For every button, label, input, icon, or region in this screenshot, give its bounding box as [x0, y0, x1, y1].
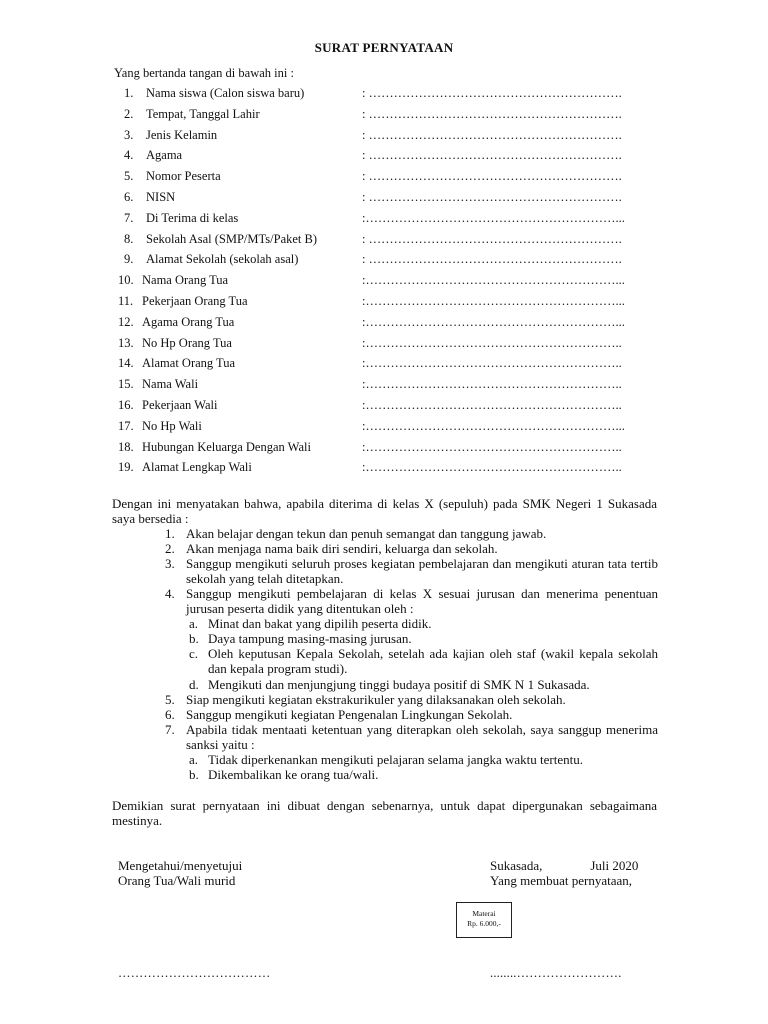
field-number: 4. — [124, 148, 134, 162]
field-number: 14. — [118, 356, 134, 370]
field-label: No Hp Orang Tua — [142, 336, 232, 350]
parent-signature-line: ……………………………… — [118, 966, 271, 980]
item-letter: a. — [189, 616, 199, 631]
field-blank: :……………………………………………………... — [362, 294, 625, 308]
field-blank: :…………………………………………………….. — [362, 398, 622, 412]
field-number: 5. — [124, 169, 134, 183]
field-blank: : ……………………………………………………. — [362, 232, 622, 246]
field-label: Pekerjaan Orang Tua — [142, 294, 248, 308]
field-number: 12. — [118, 315, 134, 329]
intro-text: Yang bertanda tangan di bawah ini : — [114, 66, 294, 80]
field-blank: :……………………………………………………... — [362, 211, 625, 225]
field-blank: :……………………………………………………... — [362, 419, 625, 433]
field-blank: :…………………………………………………….. — [362, 460, 622, 474]
statement-intro: Dengan ini menyatakan bahwa, apabila diterima di kelas X (sepuluh) pada SMK Negeri 1 Sukasada saya bersedia : — [112, 496, 657, 526]
item-text: Siap mengikuti kegiatan ekstrakurikuler yang dilaksanakan oleh sekolah. — [186, 692, 566, 707]
item-letter: a. — [189, 752, 199, 767]
place-date — [490, 858, 638, 873]
field-number: 17. — [118, 419, 134, 433]
field-blank: : ……………………………………………………. — [362, 107, 622, 121]
field-number: 7. — [124, 211, 134, 225]
item-number: 5. — [165, 692, 175, 707]
field-blank: :……………………………………………………... — [362, 315, 625, 329]
field-blank: :…………………………………………………….. — [362, 336, 622, 350]
field-label: Jenis Kelamin — [146, 128, 218, 142]
item-number: 7. — [165, 722, 175, 737]
student-signature-line: ........……………………. — [490, 966, 622, 980]
field-label: Nama Orang Tua — [142, 273, 229, 287]
field-number: 19. — [118, 460, 134, 474]
signature-block-student — [490, 858, 638, 888]
place-text: Sukasada, — [490, 858, 543, 873]
item-text: Apabila tidak mentaati ketentuan yang diterapkan oleh sekolah, saya sanggup menerima sanksi yaitu : — [186, 722, 658, 752]
field-number: 11. — [118, 294, 134, 308]
item-text: Sanggup mengikuti seluruh proses kegiatan pembelajaran dan mengikuti aturan tata tertib sekolah yang telah ditetapkan. — [186, 556, 658, 586]
closing-paragraph: Demikian surat pernyataan ini dibuat dengan sebenarnya, untuk dapat dipergunakan sebagaimana mestinya. — [112, 798, 657, 828]
item-text: Daya tampung masing-masing jurusan. — [208, 631, 412, 646]
field-number: 1. — [124, 86, 134, 100]
field-label: Nama siswa (Calon siswa baru) — [146, 86, 305, 100]
item-number: 4. — [165, 586, 175, 601]
field-blank: :…………………………………………………….. — [362, 377, 622, 391]
field-blank: : ……………………………………………………. — [362, 252, 622, 266]
item-letter: b. — [189, 767, 199, 782]
document-title: SURAT PERNYATAAN — [314, 40, 454, 55]
item-text: Sanggup mengikuti pembelajaran di kelas X sesuai jurusan dan menerima penentuan jurusan peserta didik yang ditentukan oleh : — [186, 586, 658, 616]
field-number: 8. — [124, 232, 134, 246]
field-blank: : ……………………………………………………. — [362, 86, 622, 100]
field-label: Hubungan Keluarga Dengan Wali — [142, 440, 311, 454]
field-blank: : ……………………………………………………. — [362, 128, 622, 142]
stamp-value: Rp. 6.000,- — [467, 919, 501, 928]
field-number: 16. — [118, 398, 134, 412]
field-label: NISN — [146, 190, 176, 204]
item-text: Akan belajar dengan tekun dan penuh semangat dan tanggung jawab. — [186, 526, 547, 541]
field-blank: :…………………………………………………….. — [362, 440, 622, 454]
stamp-box — [456, 902, 512, 938]
item-text: Dikembalikan ke orang tua/wali. — [208, 767, 379, 782]
field-blank: : ……………………………………………………. — [362, 190, 622, 204]
stamp-label: Materai — [472, 909, 496, 918]
field-label: Alamat Orang Tua — [142, 356, 236, 370]
item-text: Oleh keputusan Kepala Sekolah, setelah ada kajian oleh staf (wakil kepala sekolah dan kepala program studi). — [208, 646, 658, 676]
field-blank: :…………………………………………………….. — [362, 356, 622, 370]
item-text: Tidak diperkenankan mengikuti pelajaran selama jangka waktu tertentu. — [208, 752, 583, 767]
item-number: 2. — [165, 541, 175, 556]
date-text: Juli 2020 — [590, 858, 639, 873]
field-number: 2. — [124, 107, 134, 121]
field-label: Di Terima di kelas — [146, 211, 239, 225]
field-blank: :……………………………………………………... — [362, 273, 625, 287]
field-number: 3. — [124, 128, 134, 142]
item-number: 3. — [165, 556, 175, 571]
field-label: Alamat Lengkap Wali — [142, 460, 252, 474]
field-label: Nomor Peserta — [146, 169, 221, 183]
field-label: Pekerjaan Wali — [142, 398, 218, 412]
field-label: Tempat, Tanggal Lahir — [146, 107, 260, 121]
item-text: Sanggup mengikuti kegiatan Pengenalan Lingkungan Sekolah. — [186, 707, 513, 722]
signature-block-parent — [118, 858, 242, 888]
field-number: 6. — [124, 190, 134, 204]
field-label: Nama Wali — [142, 377, 199, 391]
field-label: Alamat Sekolah (sekolah asal) — [146, 252, 299, 266]
field-blank: : ……………………………………………………. — [362, 169, 622, 183]
field-number: 10. — [118, 273, 134, 287]
field-number: 15. — [118, 377, 134, 391]
field-number: 18. — [118, 440, 134, 454]
field-blank: : ……………………………………………………. — [362, 148, 622, 162]
signer-label: Yang membuat pernyataan, — [490, 873, 633, 888]
item-text: Minat dan bakat yang dipilih peserta didik. — [208, 616, 432, 631]
field-number: 13. — [118, 336, 134, 350]
field-label: Agama Orang Tua — [142, 315, 235, 329]
item-text: Mengikuti dan menjungjung tinggi budaya positif di SMK N 1 Sukasada. — [208, 677, 590, 692]
item-text: Akan menjaga nama baik diri sendiri, keluarga dan sekolah. — [186, 541, 498, 556]
item-number: 1. — [165, 526, 175, 541]
field-number: 9. — [124, 252, 134, 266]
field-label: No Hp Wali — [142, 419, 202, 433]
field-label: Sekolah Asal (SMP/MTs/Paket B) — [146, 232, 318, 246]
parent-label: Orang Tua/Wali murid — [118, 873, 236, 888]
item-letter: c. — [189, 646, 199, 661]
field-label: Agama — [146, 148, 183, 162]
item-letter: b. — [189, 631, 199, 646]
item-letter: d. — [189, 677, 199, 692]
item-number: 6. — [165, 707, 175, 722]
approval-label: Mengetahui/menyetujui — [118, 858, 243, 873]
